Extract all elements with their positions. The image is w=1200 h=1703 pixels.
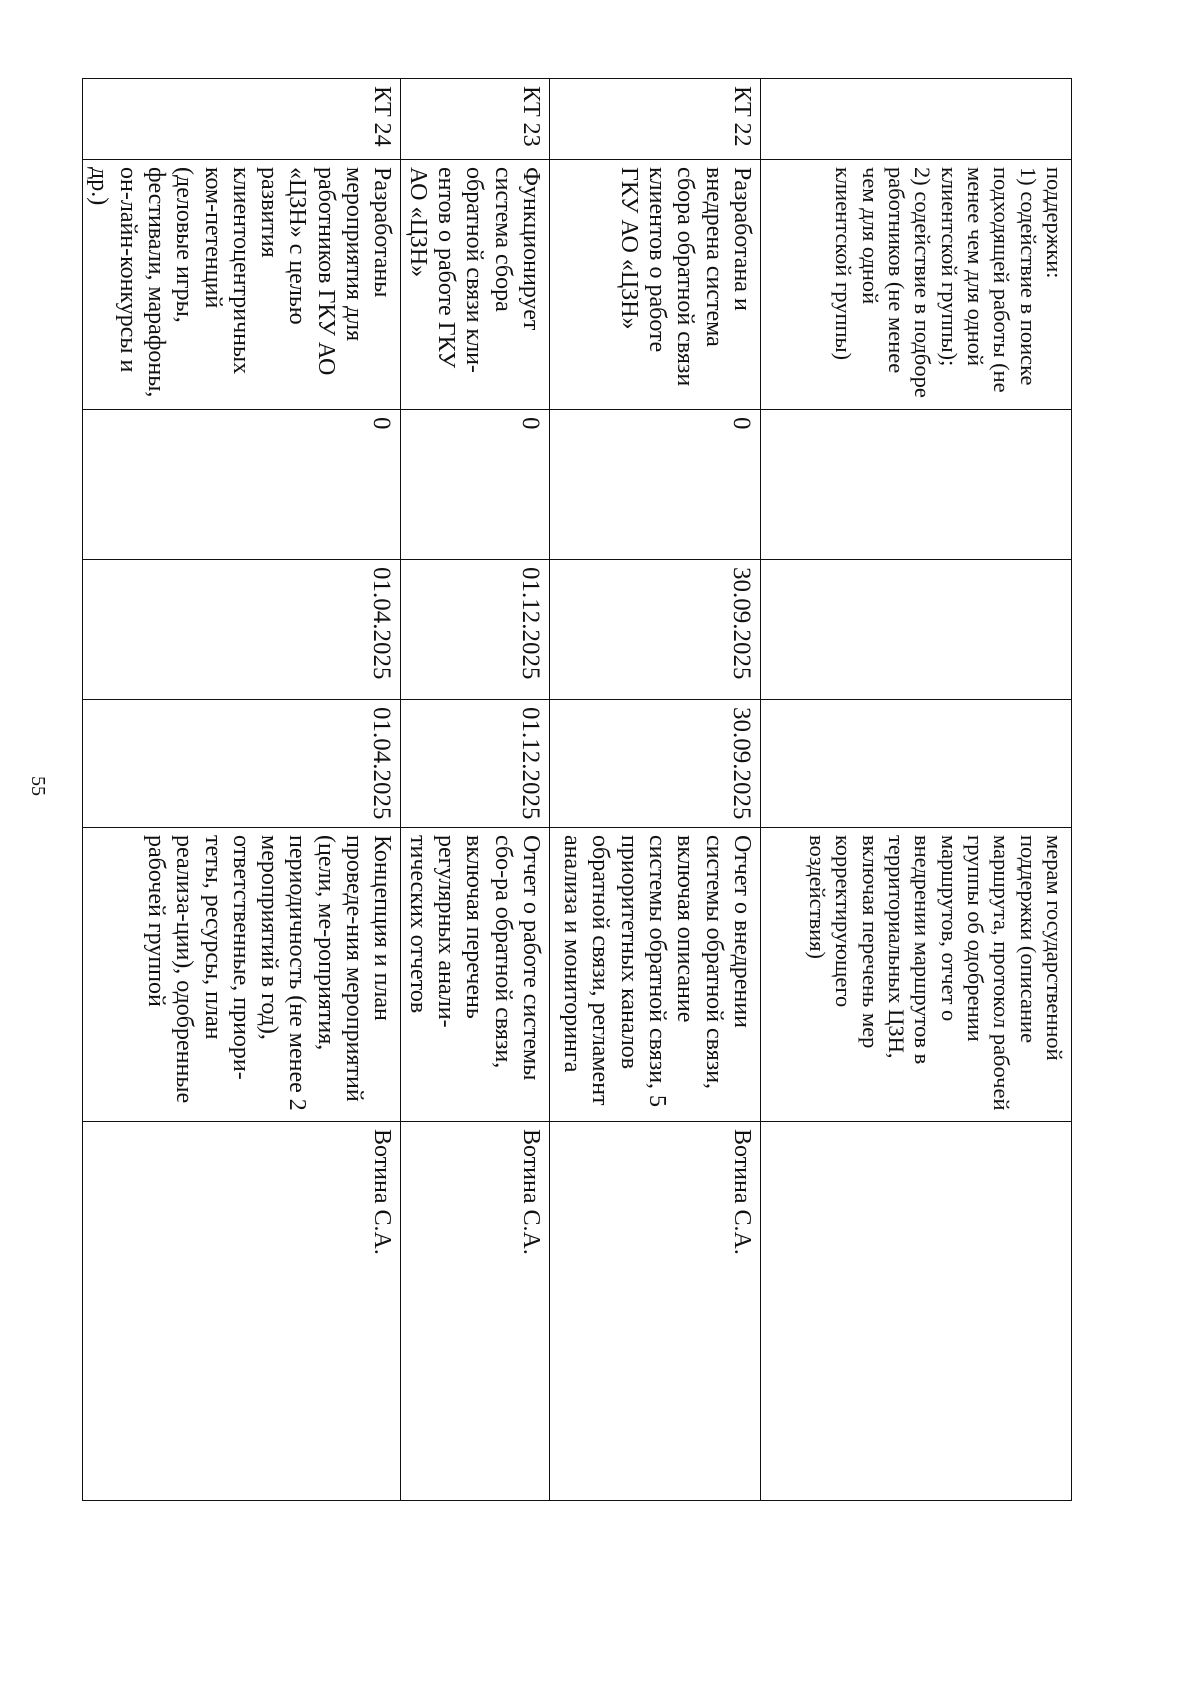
row-document-cell: Отчет о работе системы сбо-ра обратной связи, включая перечень регулярных анали-тических отчетов: [401, 828, 550, 1122]
row-id-cell: [761, 79, 1072, 160]
row-value-cell: 0: [83, 410, 401, 560]
row-document-cell: Концепция и план проведе-ния мероприятий (цели, ме-роприятия, периодичность (не менее 2 мероприятий в год), ответственные, приори-теты, ресурсы, план реализа-ции), одобренные рабочей группой: [83, 828, 401, 1122]
row-id-cell: КТ 24: [83, 79, 401, 160]
roadmap-table: [82, 78, 1072, 1501]
row-name-cell: поддержки: 1) содействие в поиске подходящей работы (не менее чем для одной клиентской группы); 2) содействие в подборе работников (не менее чем для одной клиентской группы): [761, 160, 1072, 410]
rotated-table-container: [86, 78, 1072, 1500]
row-value-cell: [761, 410, 1072, 560]
row-responsible-cell: [761, 1122, 1072, 1501]
page-number: 55: [27, 776, 49, 796]
row-id-cell: КТ 23: [401, 79, 550, 160]
row-start-date-cell: 30.09.2025: [550, 560, 761, 700]
row-end-date-cell: 30.09.2025: [550, 700, 761, 828]
row-responsible-cell: Вотина С.А.: [83, 1122, 401, 1501]
table-row: [83, 79, 401, 1501]
row-id-cell: КТ 22: [550, 79, 761, 160]
row-responsible-cell: Вотина С.А.: [401, 1122, 550, 1501]
table-row: [401, 79, 550, 1501]
row-name-cell: Разработаны мероприятия для работников ГКУ АО «ЦЗН» с целью развития клиентоцентричных ком-петенций (деловые игры, фестивали, марафоны, он-лайн-конкурсы и др.): [83, 160, 401, 410]
table-row: [550, 79, 761, 1501]
row-name-cell: Функционирует система сбора обратной связи кли-ентов о работе ГКУ АО «ЦЗН»: [401, 160, 550, 410]
row-document-cell: мерам государственной поддержки (описание маршрута, протокол рабочей группы об одобрении маршрутов, отчет о внедрении маршрутов в территориальных ЦЗН, включая перечень мер корректирующего воздействия): [761, 828, 1072, 1122]
row-responsible-cell: Вотина С.А.: [550, 1122, 761, 1501]
row-end-date-cell: [761, 700, 1072, 828]
row-name-cell: Разработана и внедрена система сбора обратной связи клиентов о работе ГКУ АО «ЦЗН»: [550, 160, 761, 410]
row-end-date-cell: 01.12.2025: [401, 700, 550, 828]
table-row: [761, 79, 1072, 1501]
row-start-date-cell: 01.04.2025: [83, 560, 401, 700]
row-end-date-cell: 01.04.2025: [83, 700, 401, 828]
row-document-cell: Отчет о внедрении системы обратной связи, включая описание системы обратной связи, 5 приоритетных каналов обратной связи, регламент анализа и мониторинга: [550, 828, 761, 1122]
row-value-cell: 0: [550, 410, 761, 560]
row-start-date-cell: [761, 560, 1072, 700]
row-start-date-cell: 01.12.2025: [401, 560, 550, 700]
row-value-cell: 0: [401, 410, 550, 560]
